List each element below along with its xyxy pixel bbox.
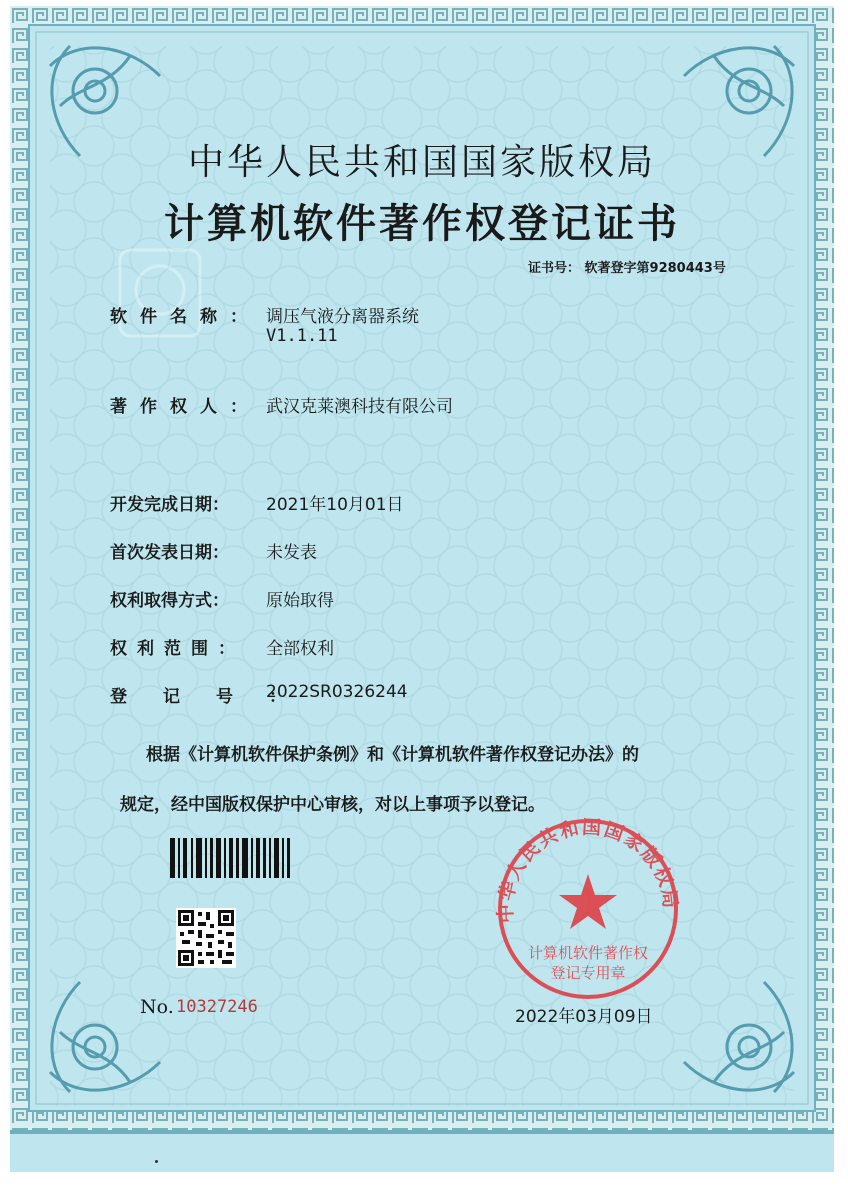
acquisition-label: 权利取得方式： <box>110 591 229 611</box>
scope-value: 全部权利 <box>266 639 334 659</box>
issuer-title: 中华人民共和国国家版权局 <box>187 142 656 183</box>
statement-line1: 根据《计算机软件保护条例》和《计算机软件著作权登记办法》的 <box>146 745 639 765</box>
owner-value: 武汉克莱澳科技有限公司 <box>266 397 453 417</box>
software-version-value: V1.1.11 <box>266 326 338 346</box>
acquisition-value: 原始取得 <box>266 591 334 611</box>
serial-value: 10327246 <box>176 997 258 1017</box>
certificate-title: 计算机软件著作权登记证书 <box>164 200 680 247</box>
scope-label: 权利范围： <box>110 639 245 659</box>
completion-date-value: 2021年10月01日 <box>266 495 404 515</box>
registration-label: 登记号： <box>110 687 322 707</box>
first-publication-value: 未发表 <box>266 543 317 563</box>
completion-date-label: 开发完成日期： <box>110 495 229 515</box>
serial-label: No. <box>140 996 174 1018</box>
seal-line1: 计算机软件著作权 <box>527 944 649 962</box>
statement-line2: 规定，经中国版权保护中心审核，对以上事项予以登记。 <box>120 795 545 815</box>
registration-value: 2022SR0326244 <box>266 682 408 702</box>
owner-label: 著作权人： <box>110 397 260 417</box>
first-publication-label: 首次发表日期： <box>110 543 229 563</box>
qr-code <box>176 908 236 968</box>
certificate <box>10 6 834 1172</box>
seal-ring-text: 中华人民共和国国家版权局 <box>494 816 682 924</box>
seal-line2: 登记专用章 <box>550 964 626 982</box>
issue-date: 2022年03月09日 <box>515 1007 653 1027</box>
scan-dot <box>155 1160 158 1163</box>
software-name-value: 调压气液分离器系统 <box>266 307 419 327</box>
software-name-label: 软件名称： <box>110 307 260 327</box>
certificate-number: 证书号： 软著登字第9280443号 <box>528 261 726 276</box>
